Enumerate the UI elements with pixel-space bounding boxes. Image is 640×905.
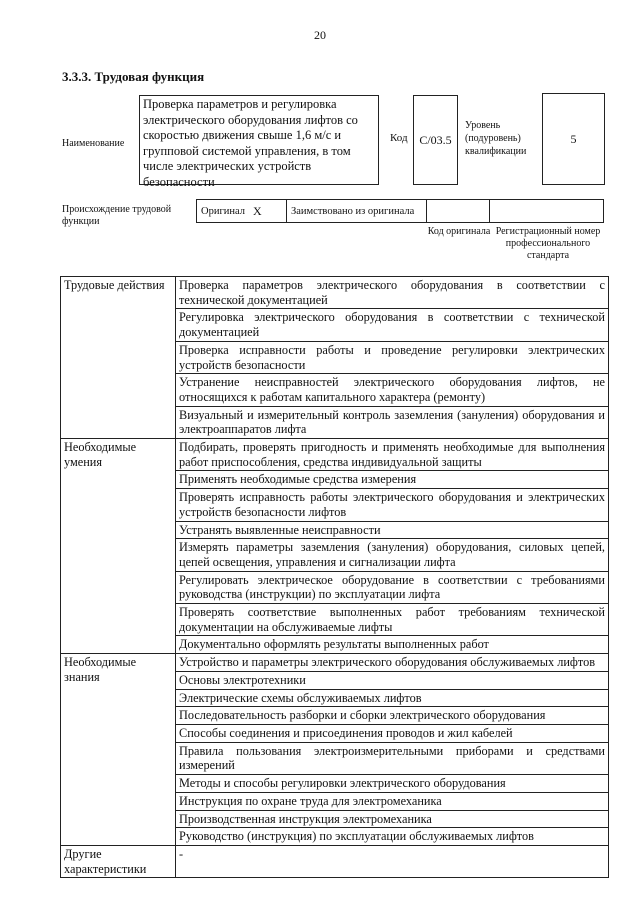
table-row xyxy=(61,439,609,471)
section-item: Проверка исправности работы и проведение регулировки электрических устройств безопасности xyxy=(176,341,609,373)
name-label: Наименование xyxy=(62,138,125,149)
table-row xyxy=(61,277,609,309)
section-item: Основы электротехники xyxy=(176,671,609,689)
section-item: Правила пользования электроизмерительными приборами и средствами измерений xyxy=(176,742,609,774)
original-label: Оригинал xyxy=(201,205,245,217)
code-box xyxy=(413,95,458,185)
origin-label: Происхождение трудовой функции xyxy=(62,204,172,227)
level-box xyxy=(542,93,605,185)
section-item: - xyxy=(176,845,609,877)
original-mark: X xyxy=(253,203,262,218)
original-cell xyxy=(197,200,287,222)
origin-row xyxy=(196,199,604,223)
blank-cell xyxy=(427,200,490,222)
code-value: C/03.5 xyxy=(419,132,452,147)
section-title: Необходимые знания xyxy=(61,654,176,846)
section-item: Измерять параметры заземления (зануления) оборудования, силовых цепей, цепей освещения, управления и сигнализации лифта xyxy=(176,539,609,571)
function-name: Проверка параметров и регулировка электрического оборудования лифтов со скоростью движения свыше 1,6 м/с и групповой системой управления, в том числе электрических устройств безопасности xyxy=(143,97,358,189)
borrowed-label: Заимствовано из оригинала xyxy=(291,205,415,217)
code-label: Код xyxy=(390,132,408,144)
section-item: Устройство и параметры электрического оборудования обслуживаемых лифтов xyxy=(176,654,609,672)
section-item: Подбирать, проверять пригодность и применять необходимые для выполнения работ приспособления, средства индивидуальной защиты xyxy=(176,439,609,471)
section-item: Инструкция по охране труда для электромеханика xyxy=(176,792,609,810)
level-label: Уровень (подуровень) квалификации xyxy=(465,120,527,157)
section-item: Регулировка электрического оборудования в соответствии с технической документацией xyxy=(176,309,609,341)
section-item: Способы соединения и присоединения проводов и жил кабелей xyxy=(176,724,609,742)
level-value: 5 xyxy=(570,131,577,146)
section-heading: 3.3.3. Трудовая функция xyxy=(62,69,205,84)
table-row xyxy=(61,654,609,672)
code-original-cell xyxy=(490,200,603,222)
section-item: Проверка параметров электрического оборудования в соответствии с технической документацией xyxy=(176,277,609,309)
section-item: Методы и способы регулировки электрического оборудования xyxy=(176,775,609,793)
section-item: Электрические схемы обслуживаемых лифтов xyxy=(176,689,609,707)
section-item: Проверять исправность работы электрического оборудования и электрических устройств безопасности лифтов xyxy=(176,489,609,521)
section-item: Документально оформлять результаты выполненных работ xyxy=(176,636,609,654)
reg-number-caption: Регистрационный номер профессионального стандарта xyxy=(495,226,601,261)
page-number: 20 xyxy=(314,28,326,42)
competency-table xyxy=(60,276,609,878)
section-item: Производственная инструкция электромеханика xyxy=(176,810,609,828)
borrowed-cell xyxy=(287,200,427,222)
section-item: Последовательность разборки и сборки электрического оборудования xyxy=(176,707,609,725)
function-name-box xyxy=(139,95,379,189)
section-item: Устранять выявленные неисправности xyxy=(176,521,609,539)
section-item: Устранение неисправностей электрического оборудования лифтов, не относящихся к работам капитального характера (ремонту) xyxy=(176,374,609,406)
section-item: Визуальный и измерительный контроль заземления (зануления) оборудования и электроаппаратов лифта xyxy=(176,406,609,438)
section-item: Проверять соответствие выполненных работ требованиям технической документации на обслуживаемые лифты xyxy=(176,604,609,636)
section-title: Другие характеристики xyxy=(61,845,176,877)
code-original-caption: Код оригинала xyxy=(427,226,491,237)
section-item: Применять необходимые средства измерения xyxy=(176,471,609,489)
section-title: Трудовые действия xyxy=(61,277,176,439)
section-item: Регулировать электрическое оборудование в соответствии с требованиями руководства (инструкции) по эксплуатации лифта xyxy=(176,571,609,603)
section-title: Необходимые умения xyxy=(61,439,176,654)
section-item: Руководство (инструкция) по эксплуатации обслуживаемых лифтов xyxy=(176,828,609,846)
table-row xyxy=(61,845,609,877)
